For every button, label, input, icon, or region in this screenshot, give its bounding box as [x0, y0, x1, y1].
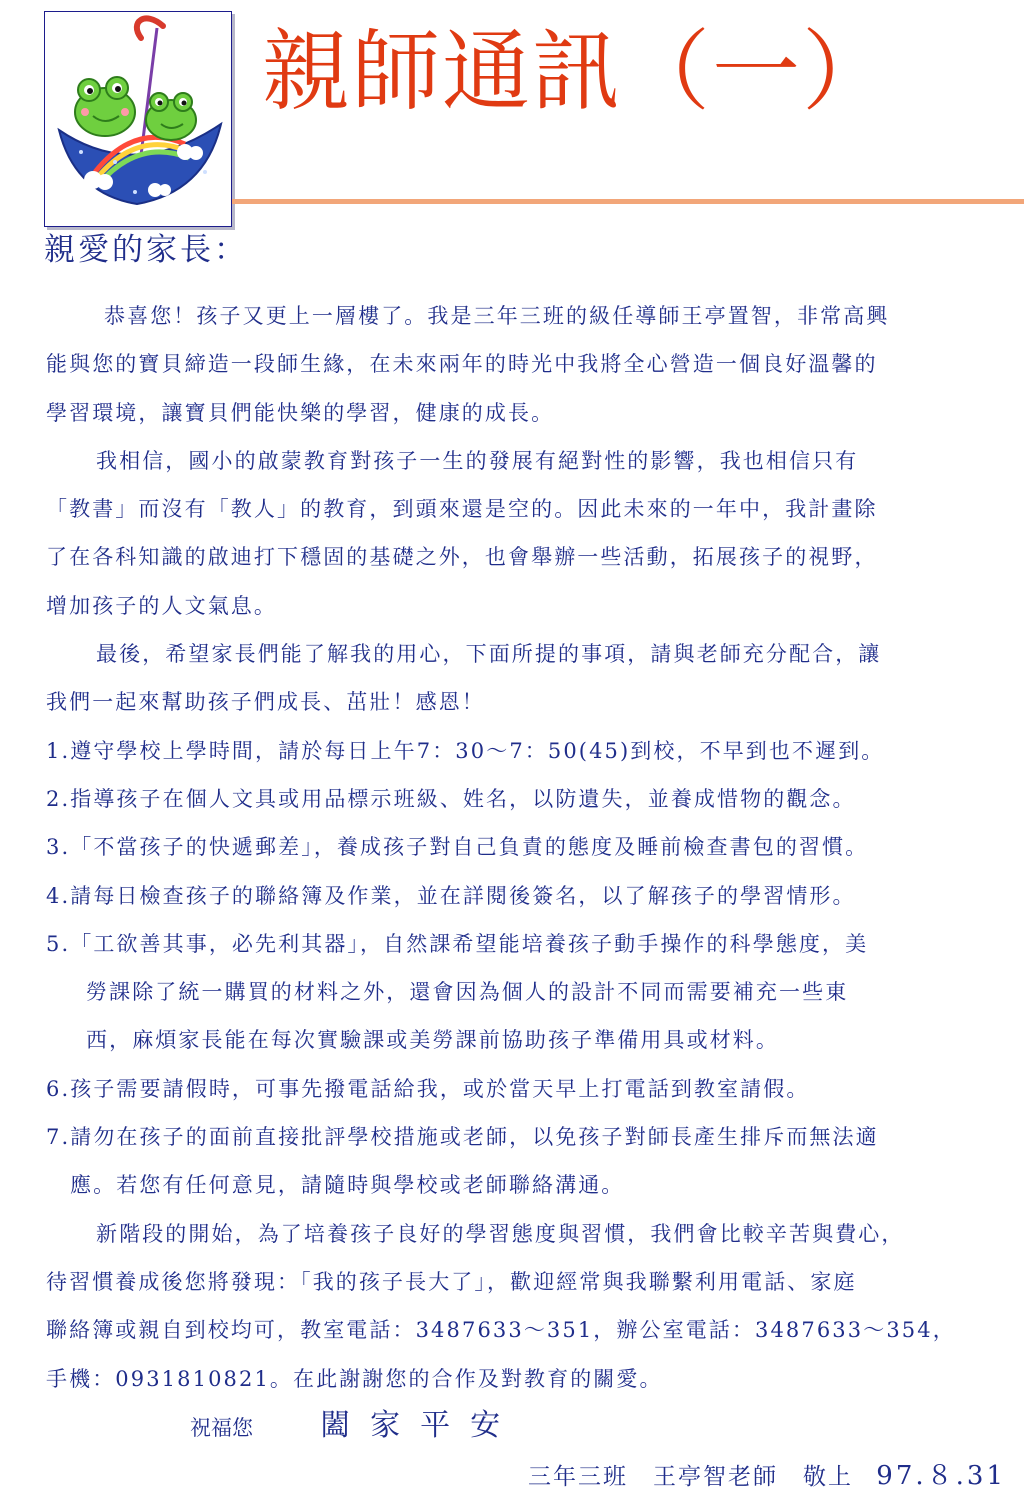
paragraph-line: 「教書」而沒有「教人」的教育，到頭來還是空的。因此未來的一年中，我計畫除 — [46, 497, 878, 522]
blessing-wish: 闔家平安 — [320, 1408, 521, 1443]
paragraph-line: 能與您的寶貝締造一段師生緣，在未來兩年的時光中我將全心營造一個良好溫馨的 — [46, 352, 878, 377]
list-item: 1.遵守學校上學時間，請於每日上午7：30～7：50(45)到校，不早到也不遲到。 — [46, 738, 885, 763]
paragraph-line: 最後，希望家長們能了解我的用心，下面所提的事項，請與老師充分配合，讓 — [96, 642, 882, 667]
blessing-prefix: 祝福您 — [190, 1416, 253, 1440]
list-item: 6.孩子需要請假時，可事先撥電話給我，或於當天早上打電話到教室請假。 — [46, 1076, 810, 1101]
title-underline — [232, 199, 1024, 204]
paragraph-line: 待習慣養成後您將發現：「我的孩子長大了」，歡迎經常與我聯繫利用電話、家庭 — [46, 1269, 857, 1294]
paragraph-line: 恭喜您！孩子又更上一層樓了。我是三年三班的級任導師王亭置智，非常高興 — [104, 304, 890, 328]
logo — [44, 11, 232, 227]
page-title: 親師通訊（一） — [262, 20, 893, 123]
list-item: 2.指導孩子在個人文具或用品標示班級、姓名，以防遺失，並養成惜物的觀念。 — [46, 786, 856, 811]
paragraph-line: 了在各科知識的啟迪打下穩固的基礎之外，也會舉辦一些活動，拓展孩子的視野， — [46, 545, 878, 570]
signature — [528, 1455, 1006, 1492]
blessing — [190, 1400, 520, 1444]
list-item-continuation: 西，麻煩家長能在每次實驗課或美勞課前協助孩子準備用具或材料。 — [86, 1028, 779, 1053]
letter-date: 97.８.31 — [876, 1461, 1006, 1491]
paragraph-line: 增加孩子的人文氣息。 — [46, 593, 277, 618]
list-item: 3.「不當孩子的快遞郵差」，養成孩子對自己負責的態度及睡前檢查書包的習慣。 — [46, 835, 869, 860]
greeting: 親愛的家長： — [44, 232, 248, 268]
list-item-continuation: 應。若您有任何意見，請隨時與學校或老師聯絡溝通。 — [70, 1173, 625, 1198]
signature-name: 三年三班 王亭智老師 敬上 — [527, 1464, 853, 1490]
paragraph-line: 我們一起來幫助孩子們成長、茁壯！感恩！ — [46, 690, 485, 715]
list-item-continuation: 勞課除了統一購買的材料之外，還會因為個人的設計不同而需要補充一些東 — [86, 980, 849, 1005]
list-item: 5.「工欲善其事，必先利其器」，自然課希望能培養孩子動手操作的科學態度，美 — [46, 931, 869, 956]
paragraph-line: 新階段的開始，為了培養孩子良好的學習態度與習慣，我們會比較辛苦與費心， — [96, 1221, 905, 1246]
list-item: 4.請每日檢查孩子的聯絡簿及作業，並在詳閱後簽名，以了解孩子的學習情形。 — [46, 883, 856, 908]
frogs-umbrella-icon — [45, 12, 231, 226]
letter-body — [46, 292, 1016, 1403]
list-item: 7.請勿在孩子的面前直接批評學校措施或老師，以免孩子對師長產生排斥而無法適 — [46, 1125, 879, 1150]
paragraph-line: 聯絡簿或親自到校均可，教室電話：3487633～351，辦公室電話：3487633～354， — [46, 1318, 956, 1343]
paragraph-line: 我相信，國小的啟蒙教育對孩子一生的發展有絕對性的影響，我也相信只有 — [96, 448, 859, 473]
paragraph-line: 手機：0931810821。在此謝謝您的合作及對教育的關愛。 — [46, 1366, 663, 1391]
paragraph-line: 學習環境，讓寶貝們能快樂的學習，健康的成長。 — [46, 400, 555, 425]
